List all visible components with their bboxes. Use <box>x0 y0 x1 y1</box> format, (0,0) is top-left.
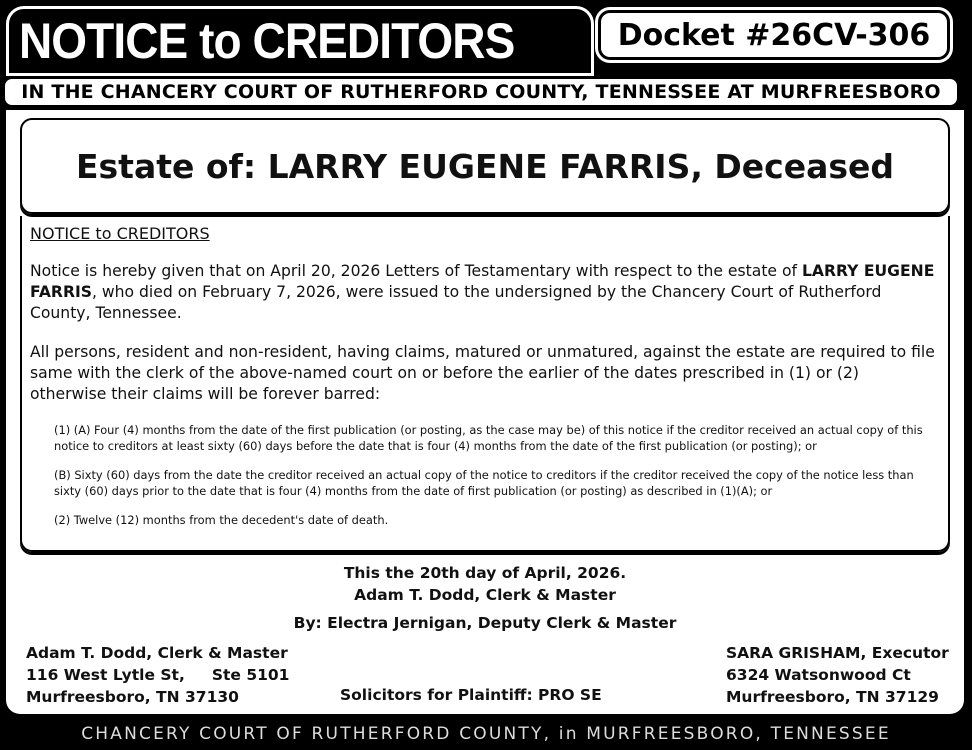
clause-1a: (1) (A) Four (4) months from the date of the first publication (or posting, as the case may be) of this notice if the creditor received an actual copy of this notice to creditors at least sixty (60) days before the date that is four (4) months from the date of the first publication (or posting); or <box>54 423 923 453</box>
estate-box <box>20 118 950 214</box>
decedent-name: LARRY EUGENE FARRIS <box>30 262 935 301</box>
solicitors-line: Solicitors for Plaintiff: PRO SE <box>340 686 602 704</box>
date-line: This the 20th day of April, 2026. <box>343 564 627 582</box>
clerk-address <box>26 642 289 708</box>
clause-2: (2) Twelve (12) months from the decedent's date of death. <box>54 513 389 527</box>
executor-name: SARA GRISHAM, Executor <box>726 644 949 662</box>
notice-section <box>20 216 950 552</box>
para1-intro: Notice is hereby given that on April 20, 2026 Letters of Testamentary with respect to the estate of <box>30 262 802 280</box>
clerk-line: Adam T. Dodd, Clerk & Master <box>354 586 616 604</box>
docket-badge <box>598 10 950 60</box>
footer-banner <box>0 718 972 750</box>
footer-text: CHANCERY COURT OF RUTHERFORD COUNTY, in MURFREESBORO, TENNESSEE <box>81 724 891 744</box>
title-banner <box>6 6 594 76</box>
notice-paragraph-2: All persons, resident and non-resident, having claims, matured or unmatured, against the estate are required to file same with the clerk of the above-named court on or before the earlier of the dates prescribed in (1) or (2) otherwise their claims will be forever barred: <box>30 343 935 403</box>
docket-number: Docket #26CV-306 <box>617 17 931 53</box>
executor-street: 6324 Watsonwood Ct <box>726 666 911 684</box>
clerk-address-city: Murfreesboro, TN 37130 <box>26 688 239 706</box>
notice-paragraph-1 <box>30 261 938 324</box>
estate-line: Estate of: LARRY EUGENE FARRIS, Deceased <box>76 146 894 186</box>
executor-city: Murfreesboro, TN 37129 <box>726 688 939 706</box>
court-name: IN THE CHANCERY COURT OF RUTHERFORD COUNTY, TENNESSEE AT MURFREESBORO <box>21 81 941 103</box>
clerk-address-name: Adam T. Dodd, Clerk & Master <box>26 644 288 662</box>
court-banner <box>2 76 960 108</box>
notice-heading: NOTICE to CREDITORS <box>30 224 210 243</box>
executor-address <box>726 642 949 708</box>
clerk-address-street: 116 West Lytle St, Ste 5101 <box>26 666 290 684</box>
notice-body <box>6 110 964 714</box>
deputy-line: By: Electra Jernigan, Deputy Clerk & Master <box>293 614 677 632</box>
clause-1b: (B) Sixty (60) days from the date the creditor received an actual copy of the notice to creditors if the creditor received the copy of the notice less than sixty (60) days prior to the date that is four (4) months from the date of first publication (or posting) as described in (1)(A); or <box>54 468 914 498</box>
para1-rest: , who died on February 7, 2026, were issued to the undersigned by the Chancery Court of Rutherford County, Tennessee. <box>30 283 882 322</box>
page-title: NOTICE to CREDITORS <box>19 13 515 69</box>
